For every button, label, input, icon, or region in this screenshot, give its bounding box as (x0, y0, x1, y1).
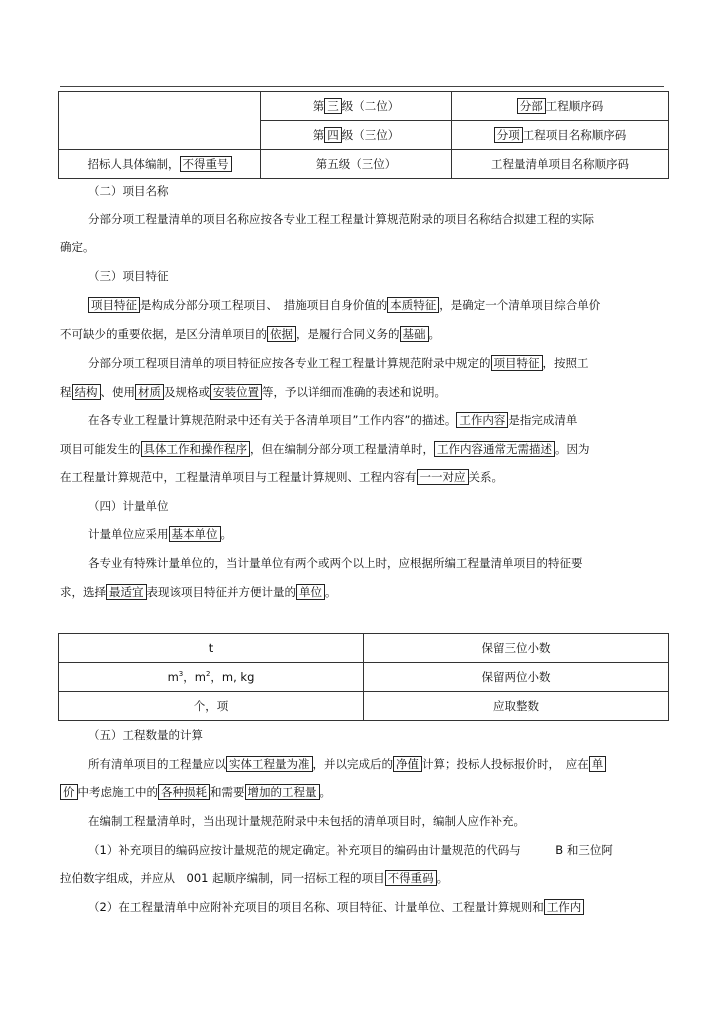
code-level-table (58, 91, 669, 179)
table-row (59, 634, 669, 663)
paragraph-line: 在工程量计算规范中，工程量清单项目与工程量计算规则、工程内容有 一一对应 关系。 (60, 470, 503, 484)
table-row (59, 692, 669, 721)
paragraph-line: （2）在工程量清单中应附补充项目的项目名称、项目特征、计量单位、工程量计算规则和 工作内 (88, 898, 584, 916)
paragraph-line: 在各专业工程量计算规范附录中还有关于各清单项目”工作内容”的描述。 工作内容 是指完成清单 (88, 413, 578, 427)
paragraph-line: 各专业有特殊计量单位的，当计量单位有两个或两个以上时，应根据所编工程量清单项目的特征要 (88, 556, 583, 570)
table-row (59, 150, 669, 179)
table-cell: 应取整数 (364, 692, 669, 721)
table-cell: 个，项 (59, 692, 364, 721)
table-cell-empty (59, 92, 261, 150)
table-cell: 分项 工程项目名称顺序码 (452, 121, 669, 150)
unit-precision-table (58, 633, 669, 721)
paragraph-line: 项目可能发生的 具体工作和操作程序 ，但在编制分部分项工程量清单时， 工作内容通常无需描述 。因为 (60, 442, 590, 456)
paragraph-line: 所有清单项目的工程量应以 实体工程量为准 ，并以完成后的 净值 计算；投标人投标报价时， 应在 单 (88, 755, 606, 773)
paragraph-line: 在编制工程量清单时，当出现计量规范附录中未包括的清单项目时，编制人应作补充。 (88, 814, 525, 828)
paragraph-line: 项目特征 是构成分部分项工程项目、 措施项目自身价值的 本质特征 ，是确定一个清单项目综合单价 (88, 296, 600, 314)
paragraph-line: 价 中考虑施工中的 各种损耗 和需要 增加的工程量 。 (60, 783, 331, 801)
header-rule (60, 86, 664, 87)
paragraph-line: 求，选择 最适宜 表现该项目特征并方便计量的 单位 。 (60, 585, 337, 599)
paragraph-line: 拉伯数字组成，并应从 001 起顺序编制，同一招标工程的项目 不得重码 。 (60, 871, 449, 885)
table-cell: 第五级（三位） (261, 150, 452, 179)
section-heading: （五）工程数量的计算 (88, 728, 203, 742)
table-cell: 工程量清单项目名称顺序码 (452, 150, 669, 179)
table-cell: 保留三位小数 (364, 634, 669, 663)
paragraph-line: 确定。 (60, 240, 95, 254)
table-cell: 第 三 级（二位） (261, 92, 452, 121)
paragraph-line: 计量单位应采用 基本单位 。 (88, 527, 232, 541)
table-cell: $m^3$，$m^2$，m, kg (59, 663, 364, 692)
paragraph-line: 分部分项工程量清单的项目名称应按各专业工程工程量计算规范附录的项目名称结合拟建工程的实际 (88, 212, 594, 226)
section-heading: （四）计量单位 (88, 499, 169, 513)
table-cell: 保留两位小数 (364, 663, 669, 692)
table-cell: 招标人具体编制， 不得重号 (59, 150, 261, 179)
table-cell: 第 四 级（三位） (261, 121, 452, 150)
table-cell: 分部 工程顺序码 (452, 92, 669, 121)
table-row (59, 92, 669, 121)
paragraph-line: （1）补充项目的编码应按计量规范的规定确定。补充项目的编码由计量规范的代码与 B 和三位阿 (88, 843, 613, 857)
section-heading: （二）项目名称 (88, 184, 169, 198)
table-row (59, 663, 669, 692)
paragraph-line: 不可缺少的重要依据，是区分清单项目的 依据 ，是履行合同义务的 基础 。 (60, 327, 440, 341)
paragraph-line: 程 结构 、使用 材质 及规格或 安装位置 等，予以详细而准确的表述和说明。 (60, 385, 446, 399)
table-cell: t (59, 634, 364, 663)
paragraph-line: 分部分项工程项目清单的项目特征应按各专业工程工程量计算规范附录中规定的 项目特征 ，按照工 (88, 356, 589, 370)
section-heading: （三）项目特征 (88, 269, 169, 283)
